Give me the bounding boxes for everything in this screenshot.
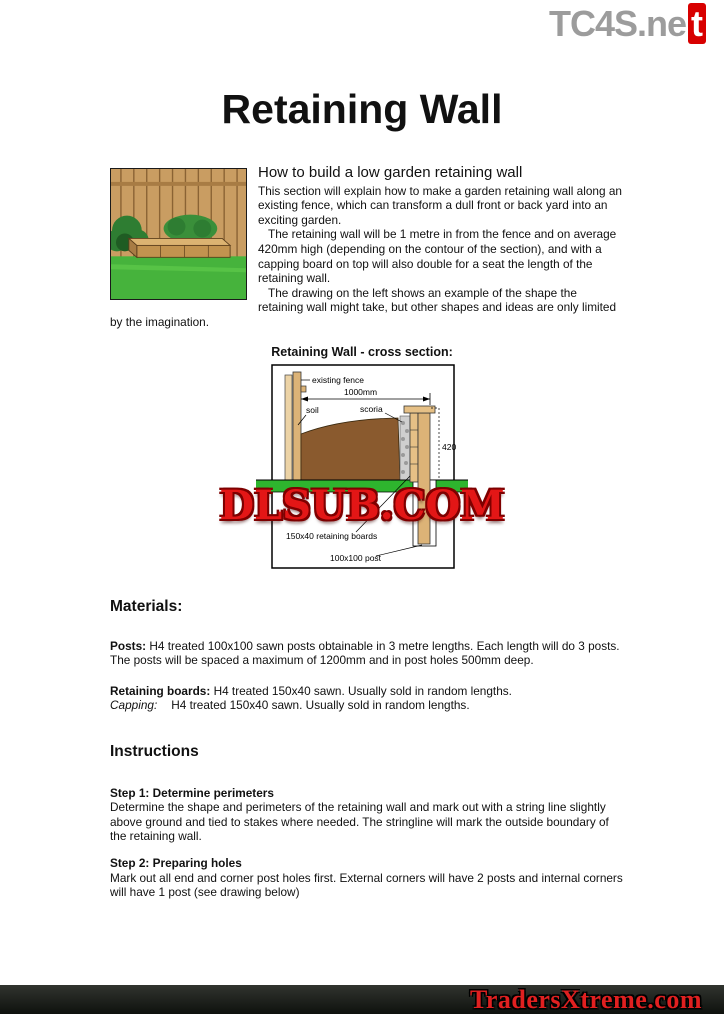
intro-paragraph-3: The drawing on the left shows an example of the shape the retaining wall might take, but other shapes and ideas are only limited by the imagination. xyxy=(110,285,617,329)
capping-text: H4 treated 150x40 sawn. Usually sold in random lengths. xyxy=(171,698,470,713)
posts-text: H4 treated 100x100 sawn posts obtainable in 3 metre lengths. Each length will do 3 posts. The posts will be spaced a maximum of 1200mm and in post holes 500mm deep. xyxy=(110,638,620,668)
garden-illustration xyxy=(110,168,247,300)
site-logo-main: TC4S.ne xyxy=(548,3,686,44)
step2-text: Mark out all end and corner post holes first. External corners will have 2 posts and internal corners will have 1 post (see drawing below) xyxy=(110,870,623,900)
label-scoria: scoria xyxy=(360,404,383,414)
instructions-section xyxy=(110,745,624,912)
materials-boards xyxy=(110,684,624,699)
label-retaining-boards: 150x40 retaining boards xyxy=(286,531,378,541)
dim-1000mm-label: 1000mm xyxy=(344,387,378,397)
scoria-shape xyxy=(400,416,410,482)
instructions-heading: Instructions xyxy=(110,743,199,760)
label-soil: soil xyxy=(306,405,319,415)
capping-board-shape xyxy=(404,406,435,413)
materials-capping xyxy=(110,698,624,713)
step1-title: Step 1: Determine perimeters xyxy=(110,785,274,800)
boards-text: H4 treated 150x40 sawn. Usually sold in random lengths. xyxy=(213,683,512,698)
label-post: 100x100 post xyxy=(330,553,382,563)
step2-title: Step 2: Preparing holes xyxy=(110,855,242,870)
step1-text: Determine the shape and perimeters of the retaining wall and mark out with a string line slightly above ground and tied to stakes where needed. The stringline will mark the outside boundary of the retaining wall. xyxy=(110,800,609,844)
footer-logo: TradersXtreme.com xyxy=(469,984,702,1014)
intro-section xyxy=(110,166,624,330)
cross-section-diagram xyxy=(250,362,474,574)
cross-section-svg xyxy=(250,362,474,574)
grass xyxy=(111,256,246,299)
diagram-caption: Retaining Wall - cross section: xyxy=(271,345,453,359)
boards-label: Retaining boards: xyxy=(110,683,211,698)
intro-paragraph-1: This section will explain how to make a garden retaining wall along an existing fence, which can transform a dull front or back yard into an exciting garden. xyxy=(258,183,622,227)
dim-420-label: 420 xyxy=(442,442,457,452)
footer-bar xyxy=(0,985,724,1014)
site-logo xyxy=(549,3,706,45)
posts-label: Posts: xyxy=(110,638,147,653)
site-logo-accent: t xyxy=(688,3,706,44)
materials-section xyxy=(110,600,624,713)
label-existing-fence: existing fence xyxy=(312,375,364,385)
capping-label: Capping: xyxy=(110,698,158,713)
watermark: DLSUB.COM xyxy=(219,482,505,529)
fence-rail xyxy=(111,182,246,186)
materials-posts xyxy=(110,639,624,668)
intro-paragraph-2: The retaining wall will be 1 metre in from the fence and on average 420mm high (depending on the contour of the section), and with a capping board on top will also double for a seat the length of the retaining wall. xyxy=(258,227,617,286)
retaining-wall-seat xyxy=(129,238,230,257)
page-title: Retaining Wall xyxy=(221,86,503,132)
intro-heading: How to build a low garden retaining wall xyxy=(258,164,523,181)
garden-illustration-svg xyxy=(111,169,246,299)
materials-heading: Materials: xyxy=(110,598,183,615)
retaining-boards-shape xyxy=(410,413,418,482)
